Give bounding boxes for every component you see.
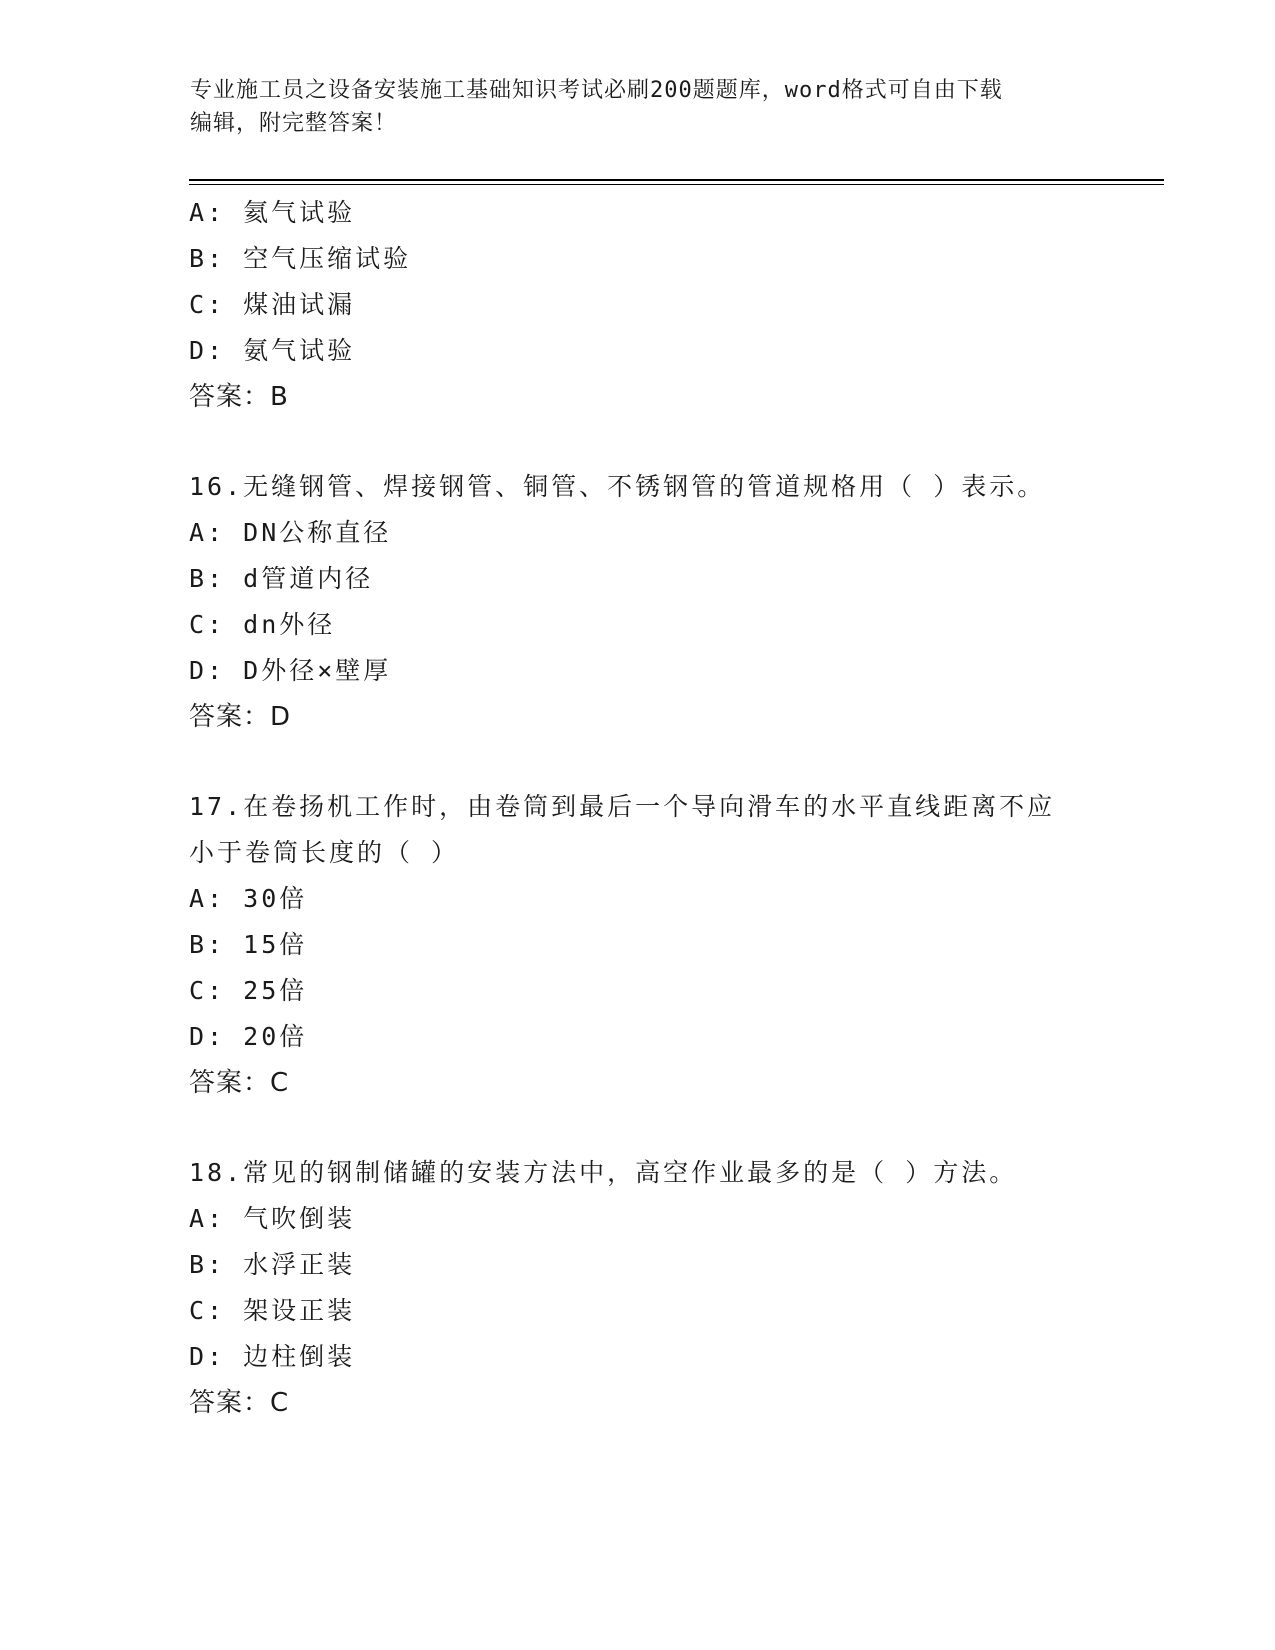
option-d: D: 边柱倒装 bbox=[189, 1342, 356, 1371]
spacer bbox=[189, 1106, 1089, 1150]
option-b: B: d管道内径 bbox=[189, 564, 374, 593]
question-block-15 bbox=[189, 190, 1089, 420]
option-a: A: DN公称直径 bbox=[189, 518, 392, 547]
question-stem: 18.常见的钢制储罐的安装方法中，高空作业最多的是（ ）方法。 bbox=[189, 1158, 1018, 1187]
answer-line: 答案：B bbox=[189, 382, 289, 412]
answer-line: 答案：C bbox=[189, 1388, 290, 1418]
spacer bbox=[189, 420, 1089, 464]
question-block-17 bbox=[189, 784, 1089, 1106]
question-stem-continued: 小于卷筒长度的（ ） bbox=[189, 838, 460, 867]
option-c: C: 架设正装 bbox=[189, 1296, 356, 1325]
question-list bbox=[189, 190, 1089, 1426]
option-d: D: D外径×壁厚 bbox=[189, 656, 392, 685]
spacer bbox=[189, 740, 1089, 784]
option-b: B: 15倍 bbox=[189, 930, 308, 959]
question-stem: 16.无缝钢管、焊接钢管、铜管、不锈钢管的管道规格用（ ）表示。 bbox=[189, 472, 1046, 501]
option-a: A: 氦气试验 bbox=[189, 198, 356, 227]
question-block-16 bbox=[189, 464, 1089, 740]
question-stem: 17.在卷扬机工作时，由卷筒到最后一个导向滑车的水平直线距离不应 bbox=[189, 792, 1056, 821]
header-line-2: 编辑，附完整答案！ bbox=[190, 111, 398, 136]
option-c: C: 25倍 bbox=[189, 976, 308, 1005]
header-divider-thin bbox=[189, 184, 1164, 185]
option-c: C: 煤油试漏 bbox=[189, 290, 356, 319]
document-header bbox=[190, 74, 1090, 140]
option-a: A: 气吹倒装 bbox=[189, 1204, 356, 1233]
answer-line: 答案：D bbox=[189, 702, 292, 732]
option-a: A: 30倍 bbox=[189, 884, 308, 913]
option-c: C: dn外径 bbox=[189, 610, 336, 639]
answer-line: 答案：C bbox=[189, 1068, 290, 1098]
option-d: D: 20倍 bbox=[189, 1022, 308, 1051]
question-block-18 bbox=[189, 1150, 1089, 1426]
header-divider bbox=[189, 179, 1164, 181]
header-line-1: 专业施工员之设备安装施工基础知识考试必刷200题题库，word格式可自由下载 bbox=[190, 78, 1003, 103]
option-b: B: 空气压缩试验 bbox=[189, 244, 412, 273]
option-d: D: 氨气试验 bbox=[189, 336, 356, 365]
option-b: B: 水浮正装 bbox=[189, 1250, 356, 1279]
